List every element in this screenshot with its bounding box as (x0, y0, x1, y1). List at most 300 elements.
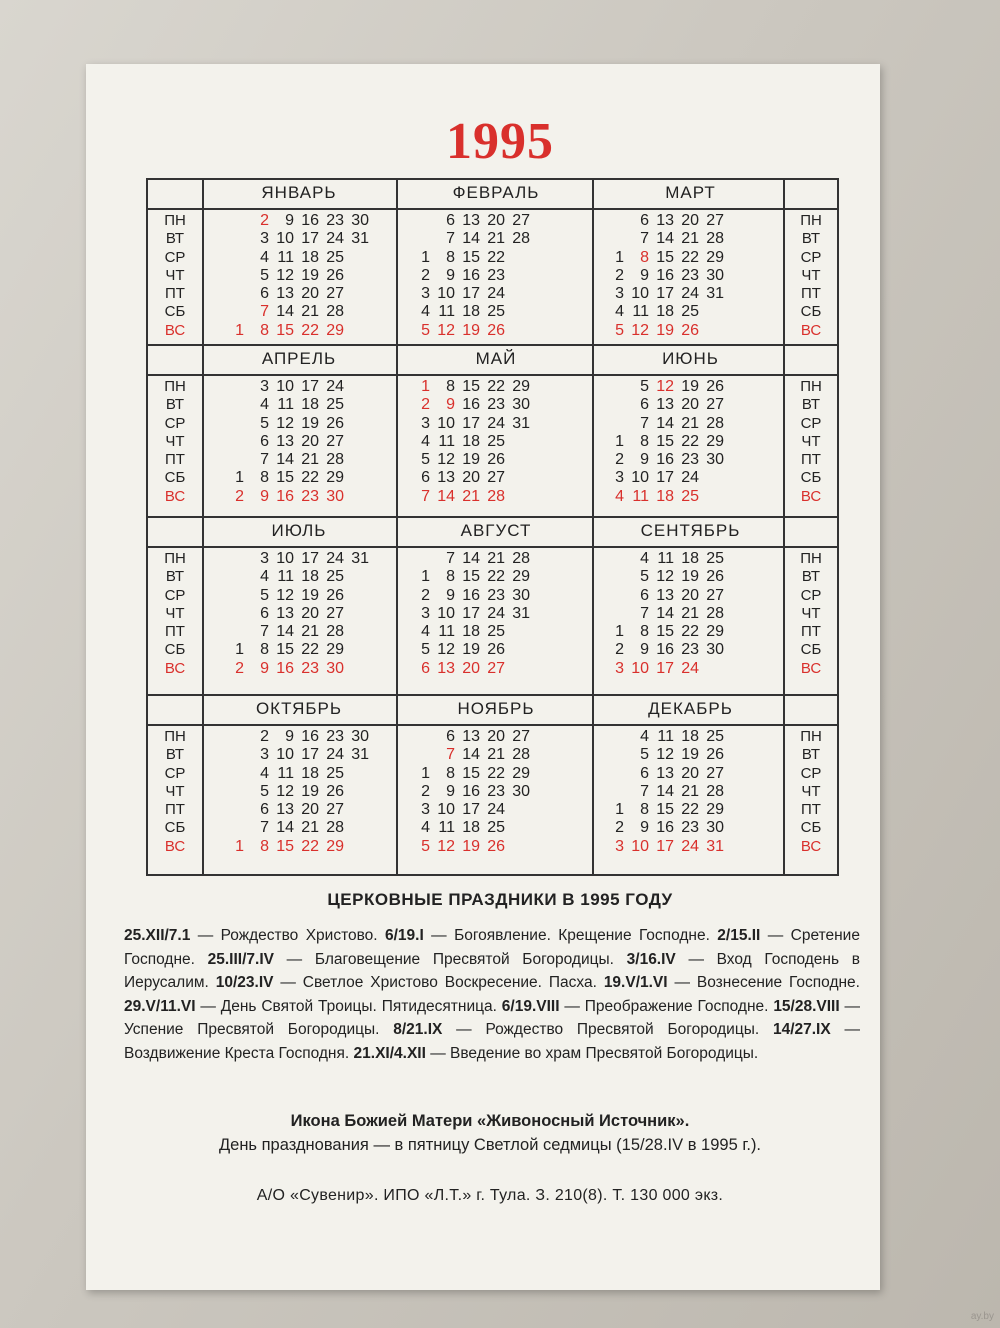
day-number: 29 (706, 801, 724, 819)
day-number: 7 (640, 604, 649, 622)
week-line (222, 469, 396, 487)
day-number: 17 (656, 659, 674, 677)
week-line (408, 469, 594, 487)
week-line (602, 415, 787, 433)
week-line (602, 488, 787, 506)
day-number: 6 (421, 659, 430, 677)
holiday-name: Рождество Христово. (220, 927, 378, 944)
weekday-label: ПН (800, 728, 822, 745)
day-number: 21 (487, 746, 505, 764)
day-number: 28 (326, 451, 344, 469)
day-number: 23 (326, 728, 344, 745)
day-number: 10 (631, 837, 649, 855)
month-block (202, 180, 396, 346)
day-number: 2 (260, 212, 269, 229)
day-number: 19 (681, 568, 699, 586)
day-number: 13 (276, 285, 294, 303)
day-number: 15 (462, 248, 480, 266)
day-number: 10 (276, 550, 294, 567)
day-number: 4 (421, 819, 430, 837)
day-number: 22 (681, 623, 699, 641)
weekday-label: СР (164, 764, 186, 782)
holidays-list (124, 924, 860, 1065)
week-line (222, 285, 396, 303)
week-line (602, 550, 787, 568)
week-line (408, 212, 594, 230)
day-number: 13 (462, 728, 480, 745)
week-line (408, 433, 594, 451)
day-number: 20 (487, 212, 505, 229)
day-number: 18 (681, 728, 699, 745)
day-number: 9 (446, 396, 455, 414)
week-line (408, 267, 594, 285)
day-number: 10 (437, 801, 455, 819)
day-number: 27 (512, 728, 530, 745)
day-number: 13 (276, 432, 294, 450)
day-number: 13 (656, 396, 674, 414)
day-number: 21 (301, 623, 319, 641)
day-number: 10 (437, 414, 455, 432)
day-number: 28 (512, 230, 530, 248)
day-number: 3 (260, 746, 269, 764)
day-number: 17 (301, 378, 319, 395)
holiday-date: 10/23.IV (215, 974, 274, 991)
weekday-label: ВС (800, 321, 822, 339)
day-number: 22 (487, 248, 505, 266)
weekday-label: СР (800, 248, 822, 266)
day-number: 26 (487, 641, 505, 659)
week-line (222, 568, 396, 586)
day-number: 6 (260, 604, 269, 622)
day-number: 27 (706, 396, 724, 414)
day-number: 9 (260, 487, 269, 505)
day-number: 14 (462, 550, 480, 567)
day-number: 24 (326, 550, 344, 567)
day-number: 6 (260, 801, 269, 819)
day-number: 3 (615, 659, 624, 677)
day-number: 5 (421, 641, 430, 659)
day-number: 23 (301, 487, 319, 505)
weekday-column-right (783, 346, 837, 518)
week-line (408, 765, 594, 783)
day-number: 24 (326, 378, 344, 395)
day-number: 14 (656, 604, 674, 622)
day-number: 30 (706, 451, 724, 469)
holiday-name: Светлое Христово Воскресение. Пасха. (302, 974, 597, 991)
day-number: 14 (462, 746, 480, 764)
holiday-date: 8/21.IX (393, 1021, 443, 1038)
day-number: 2 (235, 487, 244, 505)
day-number: 6 (446, 728, 455, 745)
weekday-label: ВТ (801, 230, 821, 248)
day-number: 20 (462, 469, 480, 487)
day-number: 6 (260, 432, 269, 450)
day-number: 30 (326, 659, 344, 677)
day-number: 30 (706, 819, 724, 837)
holiday-dash: — (830, 1021, 860, 1038)
day-number: 28 (512, 746, 530, 764)
day-number: 24 (681, 469, 699, 487)
day-number: 23 (326, 212, 344, 229)
weekday-label: СБ (164, 303, 186, 321)
day-number: 24 (326, 746, 344, 764)
month-name: ИЮЛЬ (271, 521, 327, 540)
week-line (602, 303, 787, 321)
day-number: 19 (301, 266, 319, 284)
week-line (408, 801, 594, 819)
weekday-label: ПТ (165, 451, 185, 469)
day-number: 15 (656, 432, 674, 450)
day-number: 25 (326, 764, 344, 782)
day-number: 12 (437, 837, 455, 855)
week-line (408, 819, 594, 837)
day-number: 21 (487, 550, 505, 567)
day-number: 22 (487, 378, 505, 395)
week-line (222, 396, 396, 414)
holiday-date: 2/15.II (717, 927, 761, 944)
day-number: 5 (421, 451, 430, 469)
week-line (408, 660, 594, 678)
day-number: 28 (706, 782, 724, 800)
day-number: 27 (326, 801, 344, 819)
weekday-label: ВС (800, 487, 822, 505)
day-number: 16 (276, 659, 294, 677)
day-number: 4 (260, 764, 269, 782)
day-number: 6 (260, 285, 269, 303)
weekday-label: ЧТ (801, 604, 821, 622)
week-line (602, 396, 787, 414)
weekday-label: ВС (164, 487, 186, 505)
day-number: 3 (260, 378, 269, 395)
day-number: 4 (640, 550, 649, 567)
day-number: 30 (351, 212, 369, 229)
week-line (408, 378, 594, 396)
day-number: 27 (326, 285, 344, 303)
day-number: 12 (656, 568, 674, 586)
week-line (222, 303, 396, 321)
holiday-date: 6/19.I (385, 927, 424, 944)
day-number: 29 (512, 568, 530, 586)
day-number: 4 (421, 303, 430, 321)
day-number: 26 (487, 837, 505, 855)
week-line (222, 728, 396, 746)
month-block (592, 346, 787, 518)
day-number: 26 (326, 782, 344, 800)
holiday-date: 14/27.IX (772, 1021, 831, 1038)
icon-title: Икона Божией Матери «Живоносный Источник». (290, 1112, 690, 1130)
day-number: 7 (640, 414, 649, 432)
day-number: 12 (656, 378, 674, 395)
day-number: 13 (462, 212, 480, 229)
week-line (408, 322, 594, 340)
week-line (602, 433, 787, 451)
holiday-name: День Святой Троицы. Пятидесятница. (220, 997, 497, 1015)
day-number: 9 (446, 782, 455, 800)
weekday-label: ПН (164, 378, 186, 395)
day-number: 5 (640, 746, 649, 764)
day-number: 30 (351, 728, 369, 745)
day-number: 22 (301, 837, 319, 855)
day-number: 29 (512, 764, 530, 782)
day-number: 31 (351, 746, 369, 764)
quarter-row (148, 180, 837, 346)
day-number: 31 (512, 604, 530, 622)
day-number: 21 (301, 819, 319, 837)
day-number: 5 (260, 266, 269, 284)
month-block (592, 180, 787, 346)
day-number: 7 (260, 623, 269, 641)
day-number: 10 (631, 659, 649, 677)
day-number: 13 (656, 764, 674, 782)
day-number: 11 (632, 487, 649, 505)
month-block (396, 518, 594, 696)
holiday-name: Введение во храм Пресвятой Богородицы. (450, 1044, 759, 1062)
month-name: МАРТ (665, 183, 716, 202)
day-number: 19 (301, 586, 319, 604)
day-number: 16 (656, 641, 674, 659)
day-number: 16 (656, 451, 674, 469)
day-number: 28 (706, 230, 724, 248)
day-number: 6 (421, 469, 430, 487)
day-number: 23 (487, 396, 505, 414)
day-number: 27 (706, 212, 724, 229)
day-number: 6 (640, 212, 649, 229)
week-line (222, 746, 396, 764)
day-number: 19 (462, 321, 480, 339)
day-number: 1 (235, 641, 244, 659)
day-number: 3 (615, 285, 624, 303)
day-number: 20 (681, 586, 699, 604)
day-number: 25 (487, 819, 505, 837)
day-number: 16 (462, 782, 480, 800)
day-number: 18 (681, 550, 699, 567)
weekday-label: ВТ (165, 746, 185, 764)
day-number: 25 (487, 432, 505, 450)
week-line (602, 230, 787, 248)
weekday-label: ВТ (801, 396, 821, 414)
holiday-dash: — (425, 1044, 451, 1062)
holiday-date: 25.III/7.IV (207, 950, 274, 968)
week-line (408, 285, 594, 303)
week-line (602, 801, 787, 819)
weekday-label: ЧТ (165, 782, 185, 800)
day-number: 14 (656, 414, 674, 432)
day-number: 17 (462, 285, 480, 303)
day-number: 2 (615, 819, 624, 837)
day-number: 10 (631, 285, 649, 303)
week-line (222, 230, 396, 248)
week-line (222, 488, 396, 506)
day-number: 4 (615, 303, 624, 321)
day-number: 3 (260, 550, 269, 567)
day-number: 8 (446, 568, 455, 586)
week-line (408, 568, 594, 586)
day-number: 25 (706, 550, 724, 567)
week-line (602, 783, 787, 801)
day-number: 4 (260, 568, 269, 586)
month-name: НОЯБРЬ (457, 699, 535, 718)
day-number: 12 (276, 266, 294, 284)
week-line (408, 550, 594, 568)
holiday-dash: — (273, 974, 303, 991)
weekday-label: СР (164, 248, 186, 266)
weekday-label: СБ (164, 819, 186, 837)
day-number: 22 (487, 568, 505, 586)
day-number: 7 (260, 451, 269, 469)
month-block (396, 696, 594, 874)
weekday-label: ПН (800, 378, 822, 395)
day-number: 30 (706, 641, 724, 659)
day-number: 8 (640, 248, 649, 266)
day-number: 25 (326, 396, 344, 414)
week-line (408, 623, 594, 641)
day-number: 30 (512, 586, 530, 604)
day-number: 20 (301, 285, 319, 303)
day-number: 26 (326, 266, 344, 284)
day-number: 20 (301, 801, 319, 819)
week-line (222, 838, 396, 856)
week-line (602, 212, 787, 230)
week-line (222, 267, 396, 285)
day-number: 13 (656, 586, 674, 604)
month-block (202, 346, 396, 518)
weekday-label: ПТ (165, 623, 185, 641)
day-number: 10 (276, 746, 294, 764)
day-number: 22 (301, 321, 319, 339)
day-number: 13 (656, 212, 674, 229)
weekday-label: ВС (800, 659, 822, 677)
weekday-label: СР (164, 586, 186, 604)
day-number: 15 (276, 469, 294, 487)
day-number: 10 (437, 285, 455, 303)
weekday-label: СР (800, 764, 822, 782)
month-block (202, 696, 396, 874)
week-line (602, 728, 787, 746)
day-number: 19 (462, 641, 480, 659)
day-number: 2 (615, 641, 624, 659)
day-number: 19 (301, 414, 319, 432)
week-line (222, 415, 396, 433)
day-number: 19 (681, 378, 699, 395)
day-number: 4 (260, 248, 269, 266)
day-number: 9 (446, 266, 455, 284)
week-line (408, 230, 594, 248)
weekday-label: СБ (800, 819, 822, 837)
day-number: 7 (640, 782, 649, 800)
week-line (222, 660, 396, 678)
day-number: 4 (615, 487, 624, 505)
day-number: 28 (326, 303, 344, 321)
day-number: 28 (487, 487, 505, 505)
day-number: 3 (421, 414, 430, 432)
month-name: ИЮНЬ (662, 349, 719, 368)
day-number: 31 (706, 837, 724, 855)
day-number: 16 (301, 728, 319, 745)
holiday-name: Преображение Господне. (584, 997, 769, 1015)
week-line (408, 783, 594, 801)
day-number: 6 (640, 396, 649, 414)
day-number: 2 (421, 266, 430, 284)
day-number: 12 (656, 746, 674, 764)
day-number: 16 (656, 266, 674, 284)
week-line (408, 587, 594, 605)
day-number: 26 (487, 321, 505, 339)
day-number: 23 (487, 266, 505, 284)
holiday-date: 3/16.IV (626, 950, 676, 968)
week-line (222, 801, 396, 819)
holiday-date: 25.XII/7.1 (124, 927, 191, 944)
weekday-label: ВТ (165, 230, 185, 248)
day-number: 20 (681, 764, 699, 782)
day-number: 30 (326, 487, 344, 505)
day-number: 29 (326, 321, 344, 339)
day-number: 25 (706, 728, 724, 745)
week-line (602, 322, 787, 340)
weekday-column-left (148, 518, 204, 696)
day-number: 26 (326, 414, 344, 432)
day-number: 20 (462, 659, 480, 677)
day-number: 2 (235, 659, 244, 677)
day-number: 9 (285, 728, 294, 745)
day-number: 23 (681, 451, 699, 469)
day-number: 24 (681, 659, 699, 677)
day-number: 20 (681, 396, 699, 414)
day-number: 7 (446, 230, 455, 248)
month-block (592, 696, 787, 874)
day-number: 11 (277, 764, 294, 782)
day-number: 15 (462, 568, 480, 586)
day-number: 10 (437, 604, 455, 622)
day-number: 22 (681, 432, 699, 450)
day-number: 1 (235, 837, 244, 855)
week-line (408, 746, 594, 764)
week-line (602, 285, 787, 303)
day-number: 1 (421, 764, 430, 782)
day-number: 11 (438, 623, 455, 641)
day-number: 8 (260, 469, 269, 487)
holiday-dash: — (273, 950, 315, 968)
day-number: 11 (657, 550, 674, 567)
month-name: АПРЕЛЬ (261, 349, 337, 368)
day-number: 13 (276, 801, 294, 819)
day-number: 29 (326, 469, 344, 487)
day-number: 3 (421, 285, 430, 303)
day-number: 1 (235, 469, 244, 487)
day-number: 21 (681, 414, 699, 432)
day-number: 19 (301, 782, 319, 800)
day-number: 24 (487, 801, 505, 819)
weekday-label: ПТ (801, 451, 821, 469)
holiday-dash: — (675, 950, 717, 968)
weekday-label: ПН (800, 550, 822, 567)
holiday-name: Воздвижение Креста Господня. (124, 1044, 350, 1062)
day-number: 20 (301, 604, 319, 622)
day-number: 15 (462, 764, 480, 782)
weekday-label: ПН (164, 550, 186, 567)
day-number: 12 (631, 321, 649, 339)
day-number: 5 (260, 586, 269, 604)
holiday-name: Богоявление. Крещение Господне. (454, 927, 710, 944)
day-number: 19 (656, 321, 674, 339)
weekday-column-left (148, 696, 204, 874)
day-number: 28 (326, 623, 344, 641)
day-number: 17 (462, 604, 480, 622)
week-line (222, 451, 396, 469)
day-number: 15 (276, 641, 294, 659)
week-line (602, 267, 787, 285)
day-number: 23 (487, 782, 505, 800)
week-line (602, 641, 787, 659)
